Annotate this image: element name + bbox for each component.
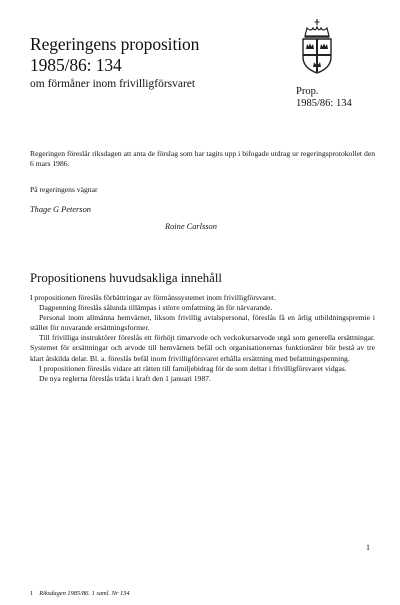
title-line-1: Regeringens proposition [30,34,200,54]
swedish-coat-of-arms-icon [296,16,338,76]
signature-roine-carlsson: Roine Carlsson [165,222,217,231]
page-number: 1 [366,543,370,552]
on-behalf-line: På regeringens vägnar [30,185,98,194]
footer-source: Riksdagen 1985/86. 1 saml. Nr 134 [39,590,130,597]
signature-thage-g-peterson: Thage G Peterson [30,205,91,214]
summary-paragraph: I propositionen föreslås vidare att rätten till familjebidrag för de som deltar i frivilligförsvaret vidgas. [39,363,347,373]
summary-paragraph: I propositionen föreslås förbättringar av förmånssystemet inom frivilligförsvaret. [30,293,276,302]
document-title [30,34,199,76]
title-line-2: 1985/86: 134 [30,55,122,75]
summary-paragraph: Dagpenning föreslås sålunda tillämpas i större omfattning än för närvarande. [39,303,273,313]
prop-label: Prop. [296,86,319,97]
footer [30,590,130,597]
prop-number: 1985/86: 134 [296,98,352,109]
summary-paragraph: Till frivilliga instruktörer föreslås ett förhöjt timarvode och veckokursarvode utgå som generella ersättningar. Systemet för ersättningar och arvode till hemvärnets befäl och organisationernas funktionärer bör bestå av tre klart åtskilda delar. Bl. a. föreslås befäl inom frivilligförsvaret erhålla ersättning med befattningspenning. [30,333,375,363]
document-subtitle: om förmåner inom frivilligförsvaret [30,78,196,90]
intro-text: Regeringen föreslår riksdagen att anta de förslag som har tagits upp i bifogade utdrag ur regeringsprotokollet den 6 mars 1986. [30,149,375,168]
summary-body [30,293,375,384]
footer-number: 1 [30,590,34,597]
summary-paragraph: De nya reglerna föreslås träda i kraft den 1 januari 1987. [39,373,211,383]
proposition-reference [296,86,352,110]
summary-paragraph: Personal inom allmänna hemvärnet, liksom frivillig avtalspersonal, föreslås få en årlig utbildningspremie i stället för nuvarande ersättningsformer. [30,313,375,333]
section-heading: Propositionens huvudsakliga innehåll [30,271,222,285]
